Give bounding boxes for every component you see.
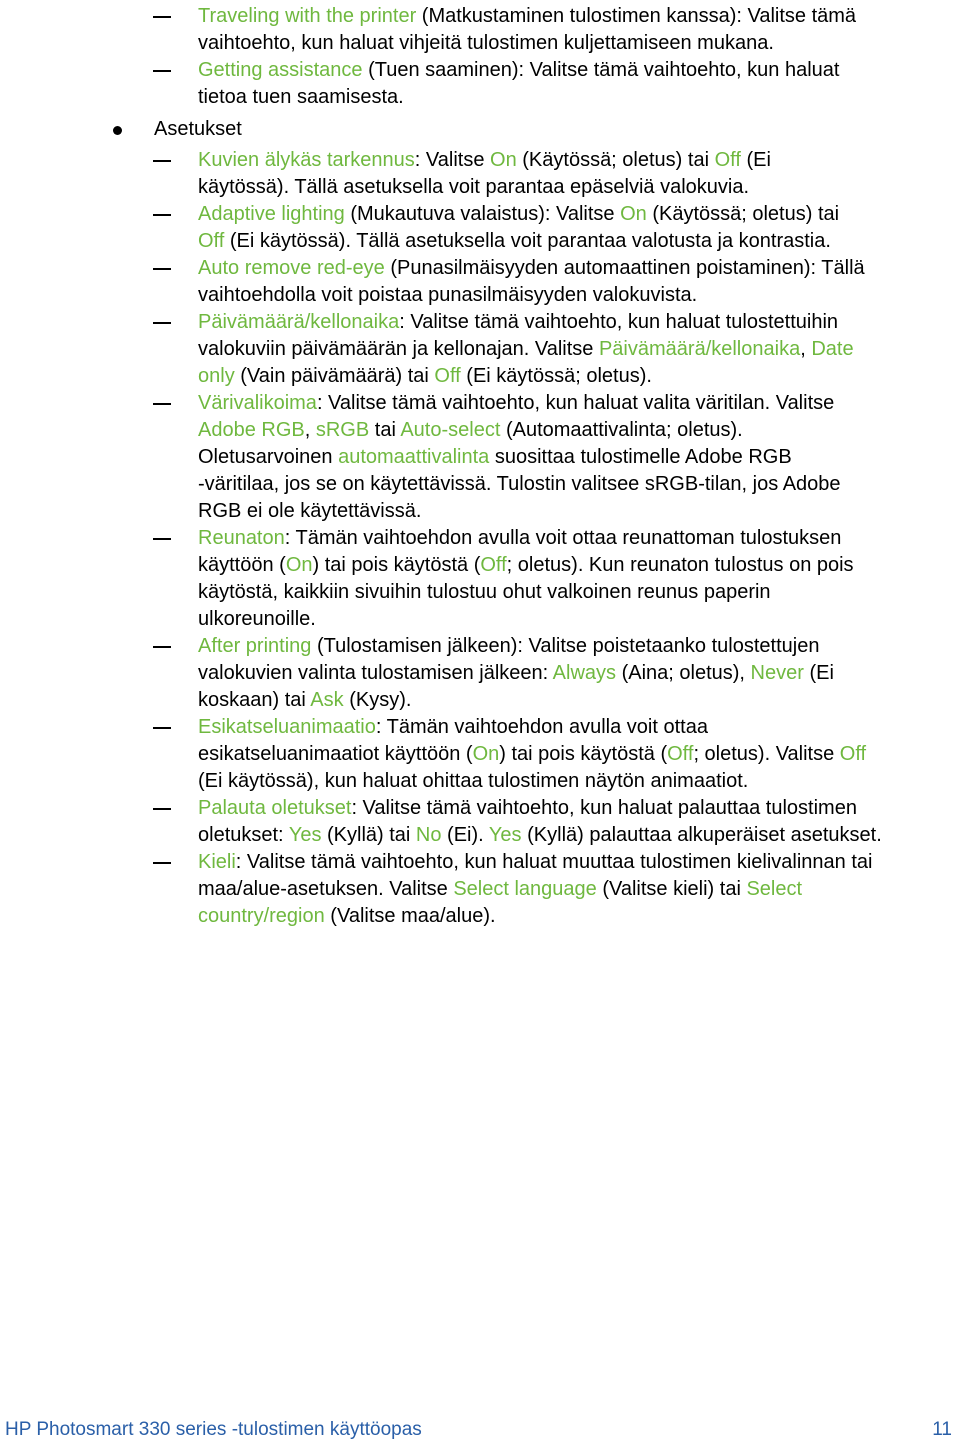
option-name: Ask [310,689,344,711]
list-dash [153,862,171,864]
text-line [198,579,958,606]
option-name: Kuvien älykäs tarkennus [198,149,415,171]
text-run: tietoa tuen saamisesta. [198,86,404,108]
option-name: Reunaton [198,527,285,549]
list-item-assistance [198,57,958,111]
text-line [198,363,958,390]
section-heading: Asetukset [154,118,242,140]
text-line [198,255,958,282]
text-line [198,471,958,498]
text-run: valokuviin päivämäärän ja kellonajan. Valitse [198,338,599,360]
list-dash [153,16,171,18]
text-run: : Valitse tämä vaihtoehto, kun haluat valita väritilan. Valitse [316,392,835,414]
text-line [198,876,958,903]
text-line [198,633,958,660]
text-line [198,201,958,228]
text-run: (Valitse maa/alue). [324,905,496,927]
text-run: : Tämän vaihtoehdon avulla voit ottaa [375,716,708,738]
text-line [198,174,958,201]
option-name: Off [714,149,741,171]
option-name: Päivämäärä/kellonaika [198,311,400,333]
list-dash [153,808,171,810]
option-name: On [285,554,313,576]
text-run: ulkoreunoille. [198,608,316,630]
option-name: only [198,365,235,387]
option-name: No [415,824,442,846]
text-run: : Valitse tämä vaihtoehto, kun haluat tulostettuihin [399,311,839,333]
list-dash [153,538,171,540]
text-run: (Valitse kieli) tai [596,878,747,900]
text-run: (Ei käytössä; oletus). [460,365,652,387]
text-run: vaihtoehdolla voit poistaa punasilmäisyyden valokuvista. [198,284,698,306]
option-name: Yes [288,824,322,846]
text-run: (Aina; oletus), [616,662,751,684]
list-item-preview-animation [198,714,958,795]
text-run: (Ei [803,662,834,684]
list-dash [153,214,171,216]
text-line [198,660,958,687]
list-dash [153,322,171,324]
list-item-after-printing [198,633,958,714]
option-name: Select language [453,878,597,900]
option-name: After printing [198,635,312,657]
text-run: oletukset: [198,824,289,846]
text-run: RGB ei ole käytettävissä. [198,500,422,522]
text-line [198,795,958,822]
list-item-adaptive-lighting [198,201,958,255]
option-name: Palauta oletukset [198,797,352,819]
option-name: Päivämäärä/kellonaika [598,338,801,360]
text-run: (Automaattivalinta; oletus). [500,419,743,441]
list-item-traveling [198,3,958,57]
text-line [198,390,958,417]
text-run: (Matkustaminen tulostimen kanssa): Valitse tämä [416,5,857,27]
text-run: , [304,419,316,441]
list-item-smart-focus [198,147,958,201]
option-name: Kieli [198,851,236,873]
text-run: , [800,338,812,360]
text-run: (Kyllä) tai [321,824,416,846]
option-name: Esikatseluanimaatio [198,716,376,738]
list-dash [153,646,171,648]
text-line [198,822,958,849]
option-name: Traveling with the printer [198,5,417,27]
list-item-language [198,849,958,930]
list-item-color-space [198,390,958,525]
bullet-icon [113,126,122,135]
text-run: (Vain päivämäärä) tai [234,365,435,387]
option-name: Date [811,338,854,360]
option-name: Adobe RGB [198,419,305,441]
text-line [198,849,958,876]
text-line [198,903,958,930]
option-name: Off [198,230,225,252]
text-run: (Tulostamisen jälkeen): Valitse poistetaanko tulostettujen [311,635,820,657]
text-run: : Valitse [414,149,491,171]
text-run: ) tai pois käytöstä ( [499,743,668,765]
option-name: Select [746,878,803,900]
text-run: (Punasilmäisyyden automaattinen poistaminen): Tällä [384,257,865,279]
text-run: (Käytössä; oletus) tai [516,149,715,171]
text-line [198,57,958,84]
text-line [198,417,958,444]
option-name: Off [839,743,867,765]
text-line [198,687,958,714]
text-run: käyttöön ( [198,554,286,576]
text-run: -väritilaa, jos se on käytettävissä. Tulostin valitsee sRGB-tilan, jos Adobe [198,473,841,495]
list-item-borderless [198,525,958,633]
text-line [198,552,958,579]
text-run: käytössä). Tällä asetuksella voit parantaa epäselviä valokuvia. [198,176,750,198]
option-name: Off [434,365,461,387]
option-name: Never [750,662,804,684]
list-item-date-time [198,309,958,390]
option-name: Auto-select [400,419,501,441]
text-run: (Kysy). [343,689,412,711]
option-name: sRGB [315,419,370,441]
list-dash [153,403,171,405]
text-line [198,30,958,57]
text-run: ; oletus). Kun reunaton tulostus on pois [506,554,854,576]
option-name: Auto remove red-eye [198,257,385,279]
text-line [198,309,958,336]
text-line [198,336,958,363]
text-line [198,741,958,768]
option-name: On [490,149,517,171]
option-name: Always [552,662,617,684]
text-line [198,228,958,255]
list-item-restore-defaults [198,795,958,849]
text-run: Oletusarvoinen [198,446,339,468]
text-run: tai [369,419,401,441]
option-name: On [620,203,647,225]
text-run: (Mukautuva valaistus): Valitse [344,203,621,225]
text-line [198,84,958,111]
option-name: automaattivalinta [338,446,490,468]
text-run: : Tämän vaihtoehdon avulla voit ottaa reunattoman tulostuksen [284,527,842,549]
option-name: Off [667,743,694,765]
page-number: 11 [932,1419,952,1440]
list-dash [153,268,171,270]
option-name: country/region [198,905,325,927]
text-line [198,525,958,552]
text-line [198,3,958,30]
list-item-red-eye [198,255,958,309]
text-line [198,444,958,471]
text-line [198,714,958,741]
list-dash [153,727,171,729]
option-name: Värivalikoima [198,392,317,414]
text-run: (Kyllä) palauttaa alkuperäiset asetukset. [521,824,882,846]
list-dash [153,70,171,72]
footer-title: HP Photosmart 330 series -tulostimen käyttöopas [5,1419,422,1440]
text-run: (Ei). [441,824,489,846]
text-line [198,498,958,525]
option-name: On [472,743,500,765]
text-run: ; oletus). Valitse [693,743,840,765]
text-run: (Ei käytössä). Tällä asetuksella voit parantaa valotusta ja kontrastia. [224,230,831,252]
option-name: Yes [488,824,522,846]
text-line [198,147,958,174]
list-dash [153,160,171,162]
text-run: esikatseluanimaatiot käyttöön ( [198,743,473,765]
text-run: : Valitse tämä vaihtoehto, kun haluat palauttaa tulostimen [351,797,857,819]
text-run: (Ei käytössä), kun haluat ohittaa tulostimen näytön animaatiot. [198,770,749,792]
text-line [198,282,958,309]
text-run: ) tai pois käytöstä ( [312,554,481,576]
text-run: (Ei [740,149,771,171]
option-name: Getting assistance [198,59,363,81]
text-run: vaihtoehto, kun haluat vihjeitä tulostimen kuljettamiseen mukana. [198,32,774,54]
text-run: valokuvien valinta tulostamisen jälkeen: [198,662,553,684]
option-name: Adaptive lighting [198,203,345,225]
option-name: Off [480,554,507,576]
text-run: (Tuen saaminen): Valitse tämä vaihtoehto, kun haluat [362,59,840,81]
text-line [198,768,958,795]
text-line [198,606,958,633]
text-run: : Valitse tämä vaihtoehto, kun haluat muuttaa tulostimen kielivalinnan tai [235,851,873,873]
text-run: suosittaa tulostimelle Adobe RGB [489,446,792,468]
text-run: käytöstä, kaikkiin sivuihin tulostuu ohut valkoinen reunus paperin [198,581,771,603]
text-run: koskaan) tai [198,689,311,711]
text-run: maa/alue-asetuksen. Valitse [198,878,454,900]
text-run: (Käytössä; oletus) tai [646,203,840,225]
